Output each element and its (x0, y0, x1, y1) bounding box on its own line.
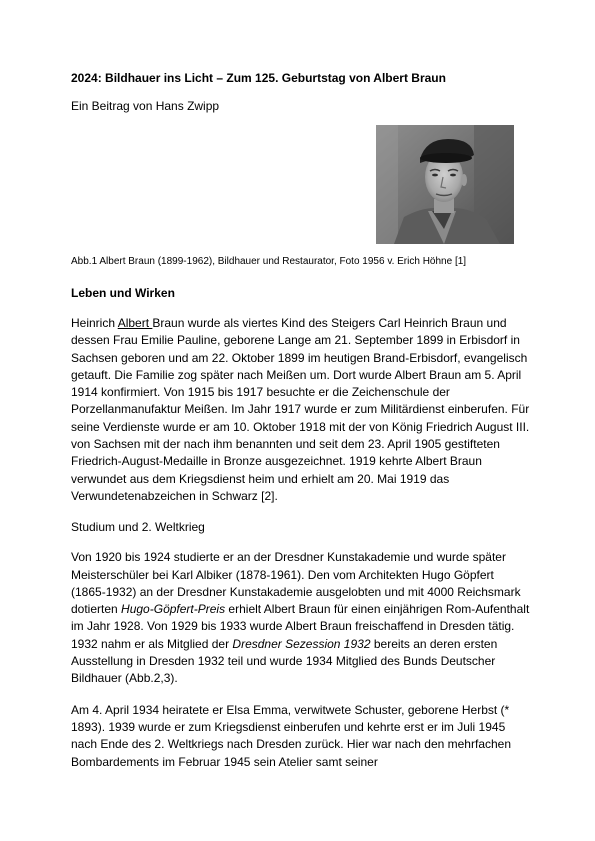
section-heading-studium: Studium und 2. Weltkrieg (71, 520, 205, 535)
paragraph-studium: Von 1920 bis 1924 studierte er an der Dresdner Kunstakademie und wurde später Meisterschüler bei Karl Albiker (1878-1961). Den vom Architekten Hugo Göpfert (1865-1932) an der Dresdner Kunstakademie ausgelobten und mit 4000 Reichsmark dotierten Hugo-Göpfert-Preis erhielt Albert Braun für einen einjährigen Rom-Aufenthalt im Jahr 1928. Von 1929 bis 1933 wurde Albert Braun freischaffend in Dresden tätig. 1932 nahm er als Mitglied der Dresdner Sezession 1932 bereits an deren ersten Ausstellung in Dresden 1932 teil und wurde 1934 Mitglied des Bunds Deutscher Bildhauer (Abb.2,3). (71, 550, 530, 686)
secession-name: Dresdner Sezession 1932 (232, 636, 371, 651)
paragraph-heirat: Am 4. April 1934 heiratete er Elsa Emma, verwitwete Schuster, geborene Herbst (* 1893). 1939 wurde er zum Kriegsdienst einberufen und kehrte erst er im Juli 1945 nach Ende des 2. Weltkriegs nach Dresden zurück. Hier war nach den mehrfachen Bombardements im Februar 1945 sein Atelier samt seiner (71, 702, 512, 769)
article-byline: Ein Beitrag von Hans Zwipp (71, 99, 220, 113)
prize-name: Hugo-Göpfert-Preis (121, 602, 226, 617)
portrait-photo (376, 125, 514, 244)
section-heading-leben: Leben und Wirken (71, 286, 175, 300)
paragraph-leben: Heinrich Albert Braun wurde als viertes Kind des Steigers Carl Heinrich Braun und dessen Frau Emilie Pauline, geborene Lange am 21. September 1899 in Erbisdorf in Sachsen geboren und am 22. Oktober 1899 im heutigen Brand-Erbisdorf, evangelisch getauft. Die Familie zog später nach Meißen um. Dort wurde Albert Braun am 5. April 1914 konfirmiert. Von 1915 bis 1917 besuchte er die Zeichenschule der Porzellanmanufaktur Meißen. Im Jahr 1917 wurde er zum Militärdienst einberufen. Für seine Verdienste wurde er am 10. Oktober 1918 mit der von König Friedrich August III. von Sachsen mit der nach ihm benannten und seit dem 23. April 1905 gestifteten Friedrich-August-Medaille in Bronze ausgezeichnet. 1919 kehrte Albert Braun verwundet aus dem Kriegsdienst heim und erhielt am 20. Mai 1919 das Verwundetenabzeichen in Schwarz [2]. (71, 316, 530, 503)
underlined-name: Albert (117, 316, 153, 330)
article-title: 2024: Bildhauer ins Licht – Zum 125. Geburtstag von Albert Braun (71, 71, 446, 85)
document-body (71, 70, 531, 771)
figure-caption: Abb.1 Albert Braun (1899-1962), Bildhauer und Restaurator, Foto 1956 v. Erich Höhne [1] (71, 256, 467, 267)
